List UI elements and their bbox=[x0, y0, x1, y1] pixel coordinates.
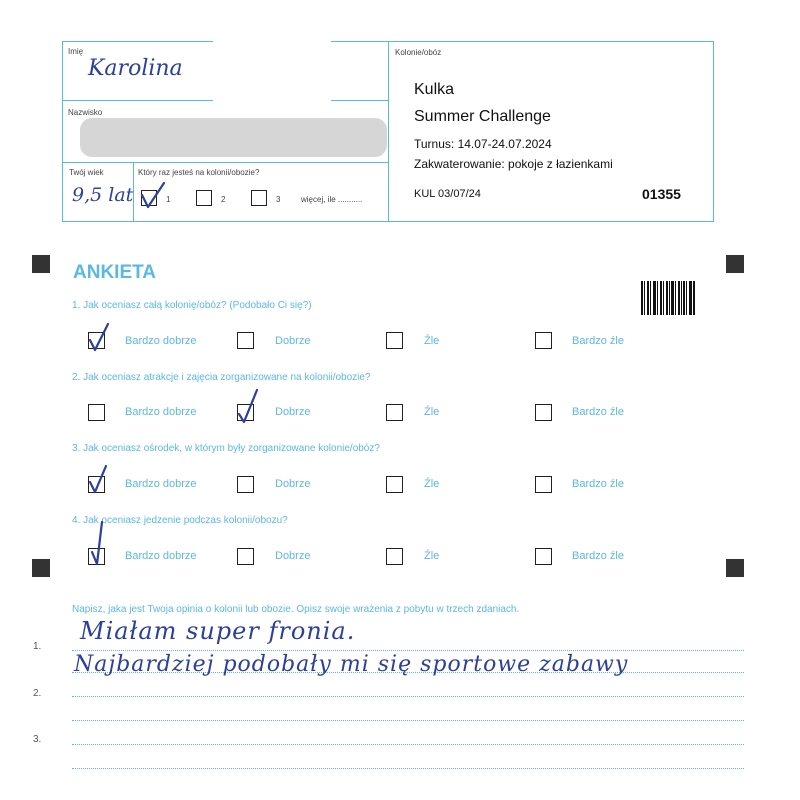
alignment-marker-top-right bbox=[726, 255, 744, 273]
q4-option-good-label: Dobrze bbox=[275, 550, 311, 562]
q1-option-very-good-label: Bardzo dobrze bbox=[125, 335, 197, 347]
name-label: Imię bbox=[68, 47, 84, 56]
line-number-1: 1. bbox=[33, 641, 42, 652]
q3-option-good-checkbox[interactable] bbox=[237, 476, 254, 493]
opinion-handwritten-line-1: Miałam super fronia. bbox=[80, 617, 356, 645]
surname-label: Nazwisko bbox=[68, 108, 103, 117]
camp-name-line-1: Kulka bbox=[414, 81, 455, 98]
q2-option-very-bad-label: Bardzo źle bbox=[572, 406, 624, 418]
q4-option-bad-label: Źle bbox=[424, 550, 440, 562]
times-label: Który raz jesteś na kolonii/obozie? bbox=[138, 168, 260, 177]
question-1-text: 1. Jak oceniasz całą kolonię/obóz? (Podobało Ci się?) bbox=[72, 300, 312, 311]
answer-line bbox=[72, 720, 744, 721]
q3-option-very-bad-label: Bardzo źle bbox=[572, 478, 624, 490]
turnus-text: Turnus: 14.07-24.07.2024 bbox=[414, 137, 552, 151]
form-number: 01355 bbox=[642, 186, 681, 202]
q4-option-very-bad-checkbox[interactable] bbox=[535, 548, 552, 565]
question-2-text: 2. Jak oceniasz atrakcje i zajęcia zorganizowane na kolonii/obozie? bbox=[72, 372, 371, 383]
q4-option-very-bad-label: Bardzo źle bbox=[572, 550, 624, 562]
alignment-marker-bottom-right bbox=[726, 559, 744, 577]
barcode-icon bbox=[641, 281, 696, 315]
opinion-prompt: Napisz, jaka jest Twoja opinia o kolonii lub obozie. Opisz swoje wrażenia z pobytu w trzech zdaniach. bbox=[72, 604, 520, 615]
q4-checkmark-icon bbox=[86, 518, 114, 568]
q2-option-very-good-checkbox[interactable] bbox=[88, 404, 105, 421]
line-number-2: 2. bbox=[33, 688, 42, 699]
q3-option-good-label: Dobrze bbox=[275, 478, 311, 490]
q2-option-bad-label: Źle bbox=[424, 406, 440, 418]
camp-label: Kolonie/obóz bbox=[395, 48, 442, 57]
alignment-marker-top-left bbox=[32, 255, 50, 273]
q1-option-good-checkbox[interactable] bbox=[237, 332, 254, 349]
q2-option-very-bad-checkbox[interactable] bbox=[535, 404, 552, 421]
camp-code: KUL 03/07/24 bbox=[414, 188, 481, 200]
times-more-label: więcej, ile ........... bbox=[301, 195, 363, 204]
line-number-3: 3. bbox=[33, 734, 42, 745]
accommodation-text: Zakwaterowanie: pokoje z łazienkami bbox=[414, 157, 613, 171]
alignment-marker-bottom-left bbox=[32, 559, 50, 577]
answer-line bbox=[72, 650, 744, 651]
q4-option-good-checkbox[interactable] bbox=[237, 548, 254, 565]
answer-line bbox=[72, 768, 744, 769]
q1-option-bad-checkbox[interactable] bbox=[386, 332, 403, 349]
surname-redacted bbox=[80, 118, 387, 157]
q2-option-very-good-label: Bardzo dobrze bbox=[125, 406, 197, 418]
q4-option-bad-checkbox[interactable] bbox=[386, 548, 403, 565]
q1-option-very-bad-label: Bardzo źle bbox=[572, 335, 624, 347]
age-value: 9,5 lat bbox=[72, 184, 134, 206]
q1-option-very-bad-checkbox[interactable] bbox=[535, 332, 552, 349]
times-option-2-label: 2 bbox=[221, 195, 226, 204]
age-label: Twój wiek bbox=[69, 168, 104, 177]
q1-checkmark-icon bbox=[86, 322, 114, 354]
name-value: Karolina bbox=[88, 56, 183, 81]
times-option-1-label: 1 bbox=[166, 195, 171, 204]
q2-option-good-label: Dobrze bbox=[275, 406, 311, 418]
q2-option-bad-checkbox[interactable] bbox=[386, 404, 403, 421]
q3-option-bad-label: Źle bbox=[424, 478, 440, 490]
times-option-2-checkbox[interactable] bbox=[196, 190, 212, 206]
q3-checkmark-icon bbox=[86, 462, 114, 496]
times-option-3-checkbox[interactable] bbox=[251, 190, 267, 206]
answer-line bbox=[72, 696, 744, 697]
camp-name-line-2: Summer Challenge bbox=[414, 108, 551, 125]
question-4-text: 4. Jak oceniasz jedzenie podczas kolonii/obozu? bbox=[72, 515, 288, 526]
q3-option-very-bad-checkbox[interactable] bbox=[535, 476, 552, 493]
q4-option-very-good-label: Bardzo dobrze bbox=[125, 550, 197, 562]
question-3-text: 3. Jak oceniasz ośrodek, w którym były zorganizowane kolonie/obóz? bbox=[72, 443, 380, 454]
opinion-handwritten-line-2: Najbardziej podobały mi się sportowe zabawy bbox=[74, 652, 629, 677]
q1-option-good-label: Dobrze bbox=[275, 335, 311, 347]
answer-line bbox=[72, 744, 744, 745]
q3-option-very-good-label: Bardzo dobrze bbox=[125, 478, 197, 490]
name-redaction bbox=[213, 41, 331, 101]
times-option-3-label: 3 bbox=[276, 195, 281, 204]
q2-checkmark-icon bbox=[235, 388, 263, 426]
q1-option-bad-label: Źle bbox=[424, 335, 440, 347]
q3-option-bad-checkbox[interactable] bbox=[386, 476, 403, 493]
survey-title: ANKIETA bbox=[73, 262, 157, 283]
checkmark-icon bbox=[138, 180, 171, 212]
